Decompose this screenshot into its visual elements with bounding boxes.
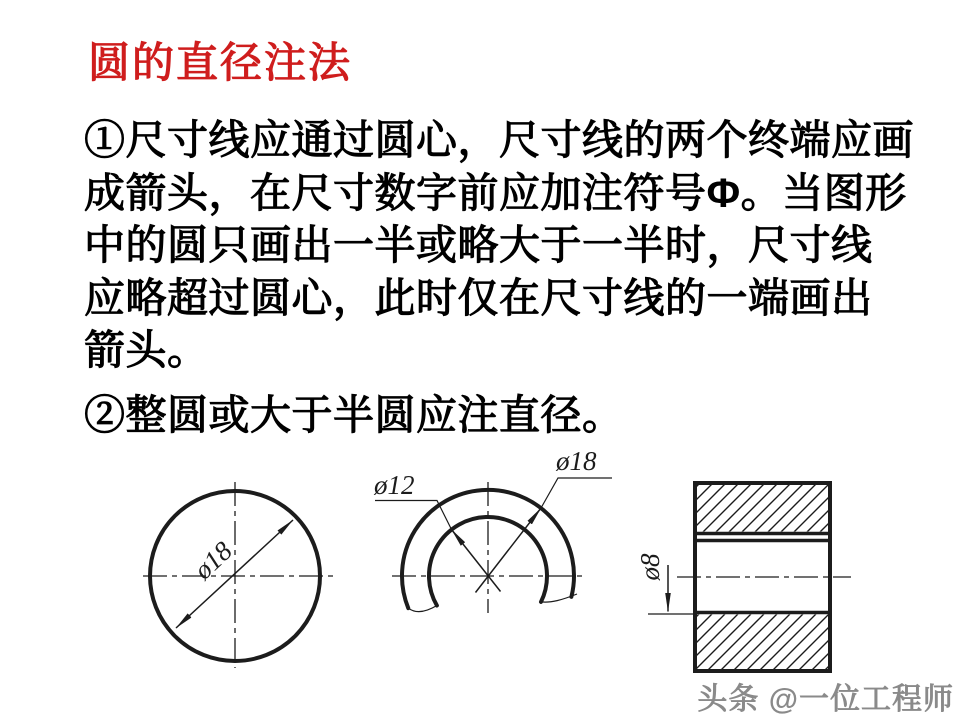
partial-circle-diagram [373, 446, 612, 613]
full-circle-diagram [143, 482, 333, 668]
outer-diameter-label: ø18 [556, 446, 597, 476]
watermark: 头条 @一位工程师 [697, 683, 954, 716]
hole-diameter-label: ø8 [635, 553, 665, 581]
paragraph2: ②整圆或大于半圆应注直径。 [84, 392, 624, 438]
inner-diameter-dimension-line [452, 530, 501, 592]
paragraph1-line4: 应略超过圆心，此时仅在尺寸线的一端画出 [84, 275, 873, 321]
diameter-label: ø18 [187, 535, 238, 586]
paragraph1-line3: 中的圆只画出一半或略大于一半时，尺寸线 [84, 222, 873, 268]
paragraph1-line2: 成箭头，在尺寸数字前应加注符号Φ。当图形 [84, 170, 907, 216]
inner-diameter-label: ø12 [374, 470, 415, 500]
paragraph1-line1: ①尺寸线应通过圆心，尺寸线的两个终端应画 [84, 117, 914, 163]
outer-diameter-leader [541, 478, 612, 508]
paragraph1-line5: 箭头。 [84, 327, 209, 373]
section-view-diagram [635, 483, 851, 671]
page-title: 圆的直径注法 [88, 39, 353, 86]
hatch-area-bottom [697, 615, 828, 670]
break-line-left [408, 606, 437, 612]
hatch-area-top [697, 485, 828, 532]
